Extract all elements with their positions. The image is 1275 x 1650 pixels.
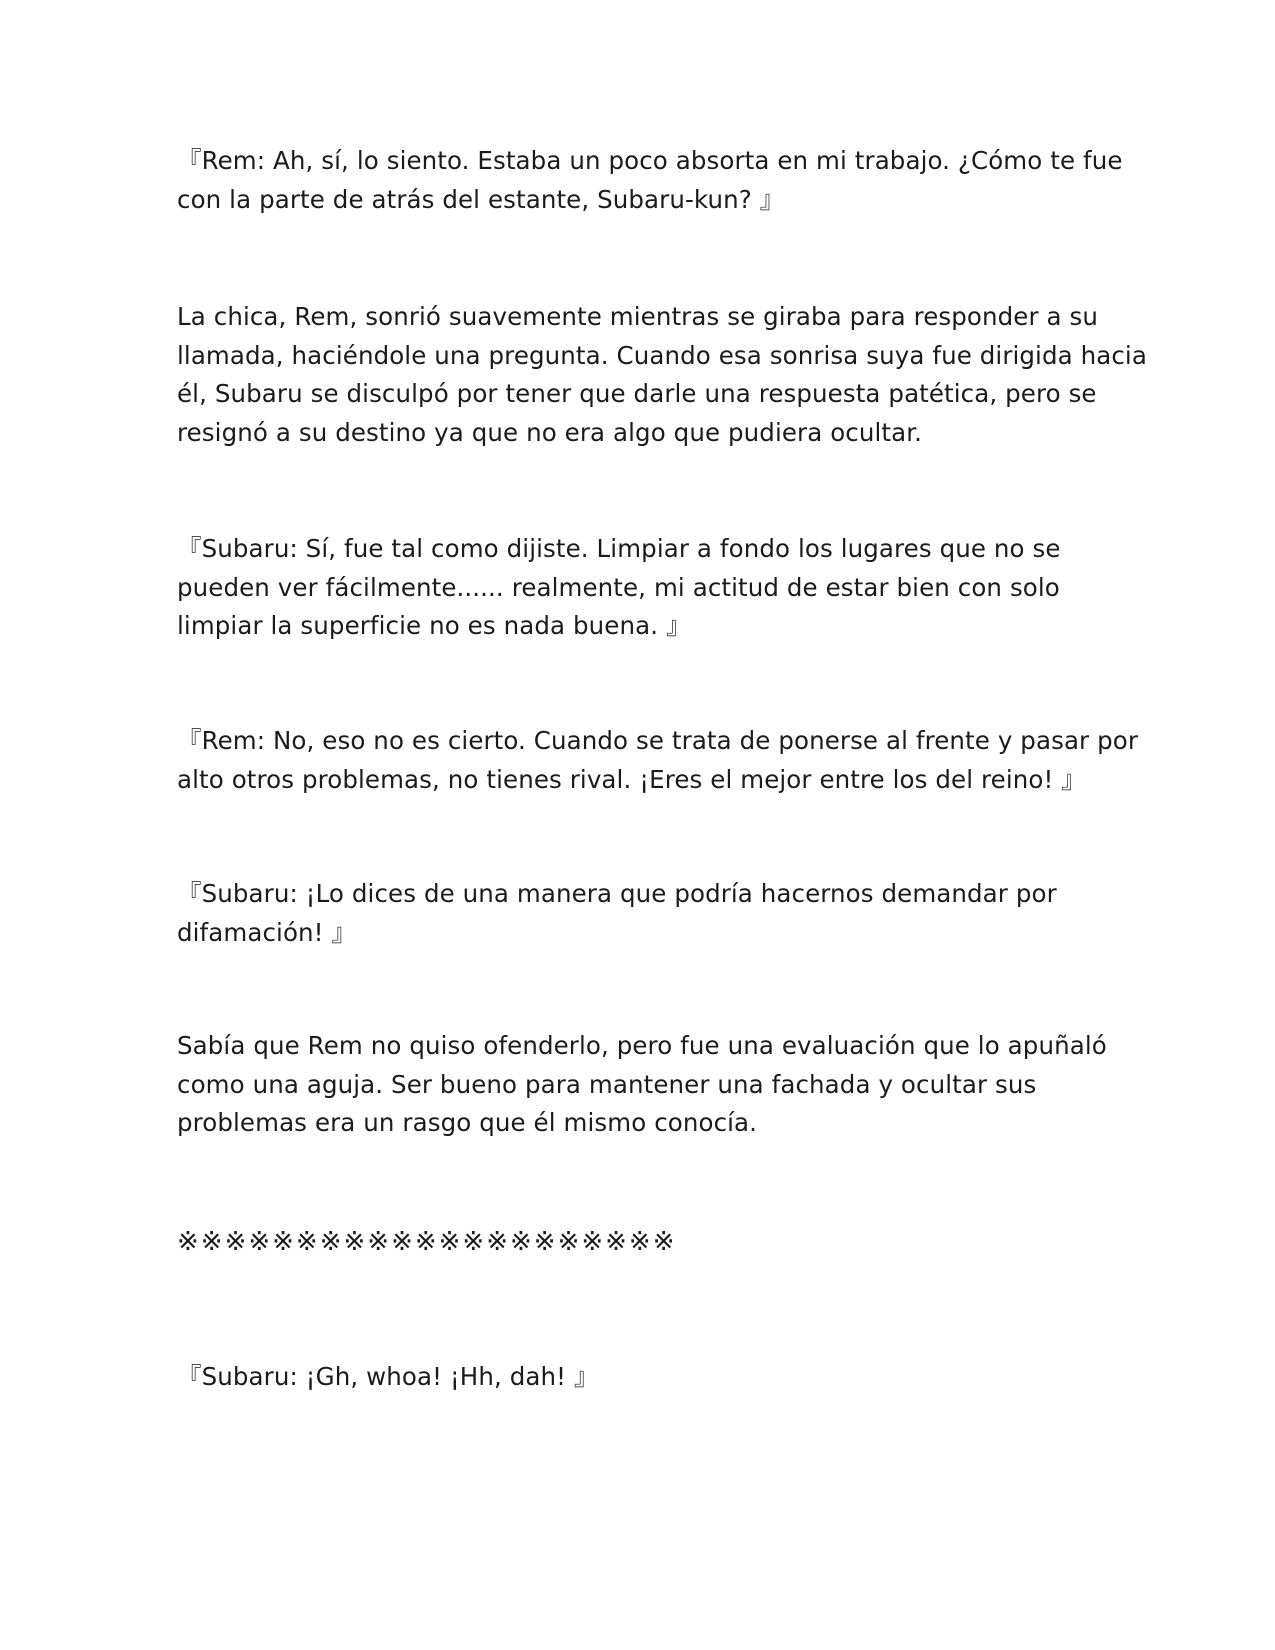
text-line: 『Rem: Ah, sí, lo siento. Estaba un poco absorta en mi trabajo. ¿Cómo te fue — [177, 146, 1123, 175]
text-line: 『Subaru: ¡Gh, whoa! ¡Hh, dah! 』 — [177, 1362, 599, 1391]
text-line: pueden ver fácilmente...... realmente, mi actitud de estar bien con solo — [177, 572, 1060, 602]
text-line: 『Subaru: ¡Lo dices de una manera que podría hacernos demandar por — [177, 879, 1057, 908]
text-line: problemas era un rasgo que él mismo conocía. — [177, 1108, 758, 1137]
text-line: con la parte de atrás del estante, Subaru-kun? 』 — [177, 184, 785, 214]
text-line: llamada, haciéndole una pregunta. Cuando esa sonrisa suya fue dirigida hacia — [177, 340, 1147, 370]
scene-separator: ※※※※※※※※※※※※※※※※※※※※※ — [177, 1227, 677, 1257]
text-line: resignó a su destino ya que no era algo que pudiera ocultar. — [177, 417, 923, 447]
narration-evaluation — [177, 1027, 1107, 1143]
text-line: 『Subaru: Sí, fue tal como dijiste. Limpiar a fondo los lugares que no se — [177, 534, 1061, 563]
text-line: limpiar la superficie no es nada buena. 』 — [177, 611, 691, 640]
text-line: La chica, Rem, sonrió suavemente mientras se giraba para responder a su — [177, 302, 1099, 331]
dialogue-rem-apology — [177, 142, 1123, 219]
text-line: como una aguja. Ser bueno para mantener una fachada y ocultar sus — [177, 1069, 1037, 1099]
dialogue-rem-praise — [177, 722, 1139, 799]
narration-rem-smile — [177, 298, 1147, 452]
dialogue-subaru-exclamation — [177, 1358, 1107, 1397]
text-line: 『Rem: No, eso no es cierto. Cuando se trata de ponerse al frente y pasar por — [177, 726, 1139, 755]
text-line: Sabía que Rem no quiso ofenderlo, pero fue una evaluación que lo apuñaló — [177, 1031, 1107, 1060]
dialogue-subaru-defamation — [177, 875, 1107, 952]
text-line: alto otros problemas, no tienes rival. ¡Eres el mejor entre los del reino! 』 — [177, 764, 1086, 794]
dialogue-subaru-cleaning — [177, 530, 1107, 646]
text-line: él, Subaru se disculpó por tener que darle una respuesta patética, pero se — [177, 379, 1097, 408]
text-line: difamación! 』 — [177, 917, 357, 947]
